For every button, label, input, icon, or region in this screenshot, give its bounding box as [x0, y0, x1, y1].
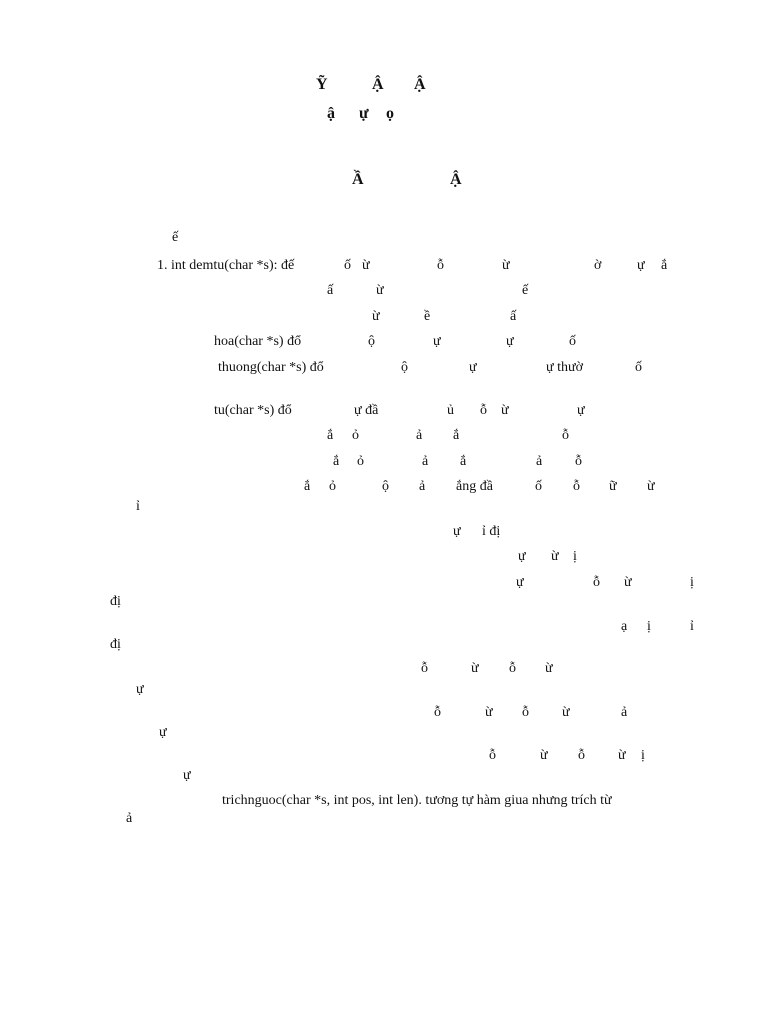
- text-fragment: ừ: [540, 748, 548, 763]
- text-fragment: ờ: [594, 258, 602, 273]
- text-fragment: ả: [422, 454, 429, 469]
- text-fragment: ế: [172, 230, 179, 245]
- text-fragment: ữ: [609, 479, 617, 494]
- text-fragment: ừ: [376, 283, 384, 298]
- text-fragment: hoa(char *s) đổ: [214, 334, 302, 349]
- text-fragment: ự: [136, 682, 144, 697]
- text-fragment: 1. int demtu(char *s): đế: [157, 258, 295, 273]
- text-fragment: ừ: [647, 479, 655, 494]
- text-fragment: ự: [183, 768, 191, 783]
- text-fragment: ắ: [333, 454, 340, 469]
- text-fragment: ạ: [621, 619, 628, 634]
- header-fragment: ậ: [327, 105, 335, 122]
- text-fragment: ừ: [502, 258, 510, 273]
- text-fragment: ỗ: [593, 575, 600, 590]
- text-fragment: ỗ: [562, 428, 569, 443]
- text-fragment: ị: [647, 619, 651, 634]
- text-fragment: ừ: [372, 309, 380, 324]
- text-fragment: ắ: [304, 479, 311, 494]
- text-fragment: ộ: [401, 360, 408, 375]
- text-fragment: ấ: [510, 309, 517, 324]
- text-fragment: thuong(char *s) đổ: [218, 360, 324, 375]
- text-fragment: ố: [635, 360, 642, 375]
- text-fragment: ừ: [551, 549, 559, 564]
- text-fragment: ỏ: [352, 428, 359, 443]
- text-fragment: ự: [506, 334, 514, 349]
- text-fragment: ỗ: [573, 479, 580, 494]
- text-fragment: ỗ: [480, 403, 487, 418]
- text-fragment: ố: [535, 479, 542, 494]
- text-fragment: trichnguoc(char *s, int pos, int len). tương tự hàm giua nhưng trích từ: [222, 793, 612, 808]
- text-fragment: ự thườ: [546, 360, 583, 375]
- title-fragment: Ầ: [352, 171, 364, 188]
- text-fragment: ừ: [362, 258, 370, 273]
- text-fragment: ộ: [382, 479, 389, 494]
- text-fragment: ả: [621, 705, 628, 720]
- text-fragment: ự: [518, 549, 526, 564]
- text-fragment: ừ: [471, 661, 479, 676]
- text-fragment: ự: [159, 725, 167, 740]
- text-fragment: ự: [469, 360, 477, 375]
- text-fragment: ỗ: [578, 748, 585, 763]
- header-fragment: Ỹ: [316, 76, 328, 93]
- text-fragment: ắ: [460, 454, 467, 469]
- text-fragment: ủ: [447, 403, 454, 418]
- text-fragment: ỗ: [434, 705, 441, 720]
- text-fragment: ắng đầ: [456, 479, 493, 494]
- text-fragment: ừ: [618, 748, 626, 763]
- text-fragment: ỗ: [509, 661, 516, 676]
- text-fragment: ỉ: [690, 619, 694, 634]
- text-fragment: ừ: [501, 403, 509, 418]
- text-fragment: ộ: [368, 334, 375, 349]
- header-fragment: ọ: [386, 105, 394, 122]
- text-fragment: ỏ: [329, 479, 336, 494]
- text-fragment: ừ: [545, 661, 553, 676]
- text-fragment: ắ: [661, 258, 668, 273]
- text-fragment: ắ: [327, 428, 334, 443]
- text-fragment: ỗ: [575, 454, 582, 469]
- text-fragment: ỗ: [437, 258, 444, 273]
- text-fragment: ỉ: [136, 499, 140, 514]
- text-fragment: ố: [344, 258, 351, 273]
- text-fragment: ả: [419, 479, 426, 494]
- text-fragment: ả: [536, 454, 543, 469]
- text-fragment: ị: [690, 575, 694, 590]
- text-fragment: ự: [453, 524, 461, 539]
- header-fragment: ự: [359, 105, 369, 122]
- title-fragment: Ậ: [450, 171, 462, 188]
- text-fragment: ả: [126, 811, 133, 826]
- header-fragment: Ậ: [414, 76, 426, 93]
- text-fragment: đị: [110, 594, 121, 609]
- text-fragment: ự đầ: [354, 403, 379, 418]
- text-fragment: ỗ: [522, 705, 529, 720]
- text-fragment: ừ: [485, 705, 493, 720]
- text-fragment: ề: [424, 309, 431, 324]
- text-fragment: ỗ: [421, 661, 428, 676]
- text-fragment: ắ: [453, 428, 460, 443]
- text-fragment: ố: [569, 334, 576, 349]
- text-fragment: đị: [110, 637, 121, 652]
- text-fragment: ự: [516, 575, 524, 590]
- text-fragment: ự: [433, 334, 441, 349]
- text-fragment: ấ: [327, 283, 334, 298]
- text-fragment: ự: [637, 258, 645, 273]
- text-fragment: ả: [416, 428, 423, 443]
- text-fragment: ỗ: [489, 748, 496, 763]
- text-fragment: ế: [522, 283, 529, 298]
- text-fragment: ị: [573, 549, 577, 564]
- text-fragment: tu(char *s) đổ: [214, 403, 292, 418]
- text-fragment: ự: [577, 403, 585, 418]
- text-fragment: ị: [641, 748, 645, 763]
- text-fragment: ỏ: [357, 454, 364, 469]
- header-fragment: Ậ: [372, 76, 384, 93]
- text-fragment: ỉ đị: [482, 524, 501, 539]
- text-fragment: ừ: [562, 705, 570, 720]
- text-fragment: ừ: [624, 575, 632, 590]
